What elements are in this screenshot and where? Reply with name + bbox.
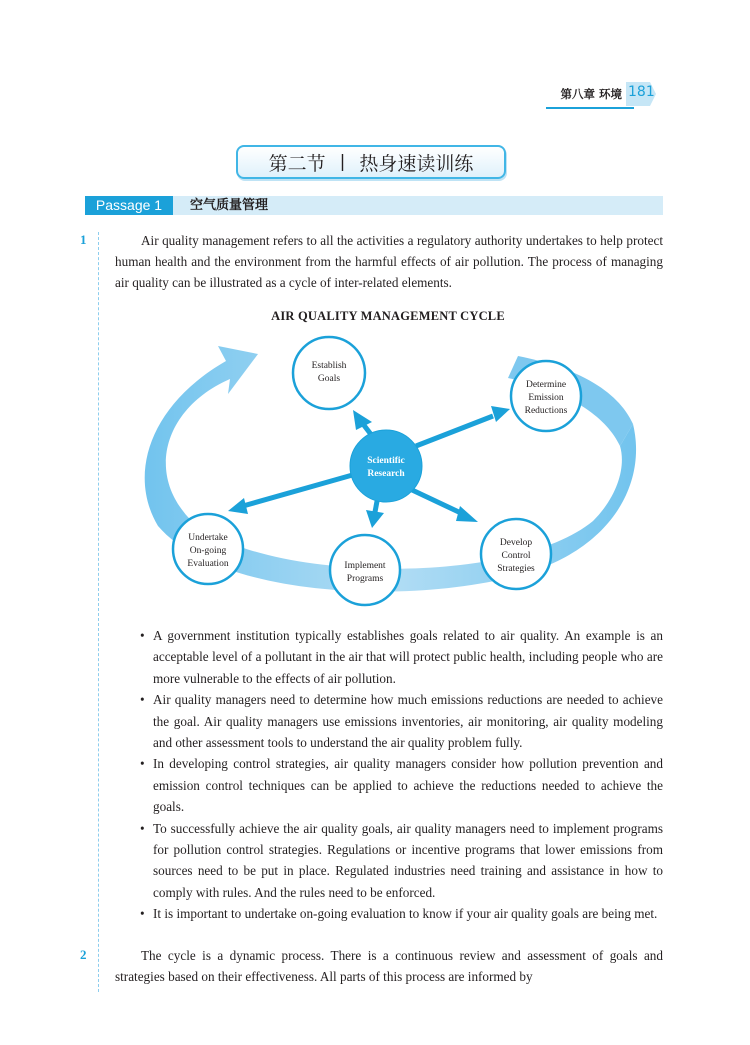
- node-establish-line-1: Establish: [311, 361, 347, 371]
- node-undertake-line-1: Undertake: [188, 533, 228, 543]
- bullet-item: [140, 689, 663, 753]
- bullet-marker: •: [140, 692, 145, 708]
- node-implement-line-1: Implement: [344, 561, 386, 571]
- bullet-marker: •: [140, 756, 145, 772]
- arrow-to-determine: [416, 416, 493, 446]
- bullet-item: [140, 818, 663, 904]
- node-determine-line-1: Determine: [525, 380, 567, 390]
- paragraph-1-text: Air quality management refers to all the activities a regulatory authority undertakes to help protect human health and the environment from the harmful effects of air pollution. The process of managing air quality can be illustrated as a cycle of inter-related elements.: [115, 233, 663, 290]
- node-develop-line-2: Control: [501, 551, 531, 561]
- node-establish-line-2: Goals: [317, 374, 341, 384]
- bullet-text: A government institution typically establishes goals related to air quality. An example is an acceptable level of a pollutant in the air that will protect public health, including people who are more vulnerable to the effects of air pollution.: [153, 628, 663, 686]
- node-establish-goals: [293, 337, 365, 409]
- node-determine-line-2: Emission: [528, 393, 564, 403]
- arrow-to-develop: [410, 489, 463, 514]
- paragraph-2: [115, 945, 663, 987]
- arrow-head-undertake: [228, 498, 248, 514]
- node-develop-line-3: Strategies: [497, 564, 535, 574]
- paragraph-number-2: 2: [80, 947, 87, 962]
- header-rule: [546, 107, 634, 109]
- passage-title: 空气质量管理: [190, 198, 269, 213]
- bullet-item: [140, 625, 663, 689]
- arrow-head-develop: [456, 506, 478, 522]
- node-undertake-line-3: Evaluation: [187, 559, 229, 569]
- node-implement-line-2: Programs: [346, 574, 384, 584]
- bullet-text: To successfully achieve the air quality goals, air quality managers need to implement programs for pollution control strategies. Regulations or incentive programs that lower emissions from sources need to be put in place. Regulated industries need training and assistance in how to comply with rules. And the rules need to be enforced.: [153, 820, 663, 900]
- section-prefix: 第二节: [268, 152, 326, 175]
- node-develop-line-1: Develop: [499, 538, 533, 548]
- bullet-item: [140, 753, 663, 817]
- section-title: [236, 145, 506, 179]
- bullet-marker: •: [140, 820, 145, 836]
- page-number: 181: [628, 84, 655, 100]
- paragraph-2-text: The cycle is a dynamic process. There is a continuous review and assessment of goals and strategies based on their effectiveness. All parts of this process are informed by: [115, 948, 663, 984]
- paragraph-1: [115, 230, 663, 293]
- bullet-text: Air quality managers need to determine how much emissions reductions are needed to achieve the goal. Air quality managers use emissions inventories, air monitoring, air quality modeling and other assessment tools to understand the air quality problem fully.: [153, 692, 663, 751]
- passage-tag: Passage 1: [85, 196, 173, 215]
- node-determine-line-3: Reductions: [524, 406, 568, 416]
- bullet-list: [140, 625, 663, 925]
- center-node-scientific-research: [350, 430, 422, 502]
- arrow-head-determine: [491, 406, 510, 422]
- arrow-to-undertake: [243, 474, 356, 506]
- paragraph-number-1: 1: [80, 232, 87, 247]
- node-undertake-line-2: On-going: [189, 546, 227, 556]
- bullet-item: [140, 903, 663, 924]
- bullet-marker: •: [140, 906, 145, 922]
- section-separator: |: [339, 152, 346, 172]
- diagram-title: AIR QUALITY MANAGEMENT CYCLE: [271, 309, 505, 323]
- bullet-text: It is important to undertake on-going evaluation to know if your air quality goals are being met.: [153, 906, 658, 922]
- arrow-head-implement: [366, 510, 384, 528]
- bullet-marker: •: [140, 628, 145, 643]
- section-name: 热身速读训练: [359, 152, 474, 175]
- center-label-line-2: Research: [367, 469, 405, 479]
- margin-rule: [98, 232, 99, 992]
- chapter-label: 第八章 环境: [560, 87, 622, 101]
- center-label-line-1: Scientific: [367, 456, 405, 466]
- air-quality-cycle-diagram: [138, 306, 638, 612]
- bullet-text: In developing control strategies, air quality managers consider how pollution prevention and emission control techniques can be applied to achieve the reductions needed to achieve the goals.: [153, 756, 663, 815]
